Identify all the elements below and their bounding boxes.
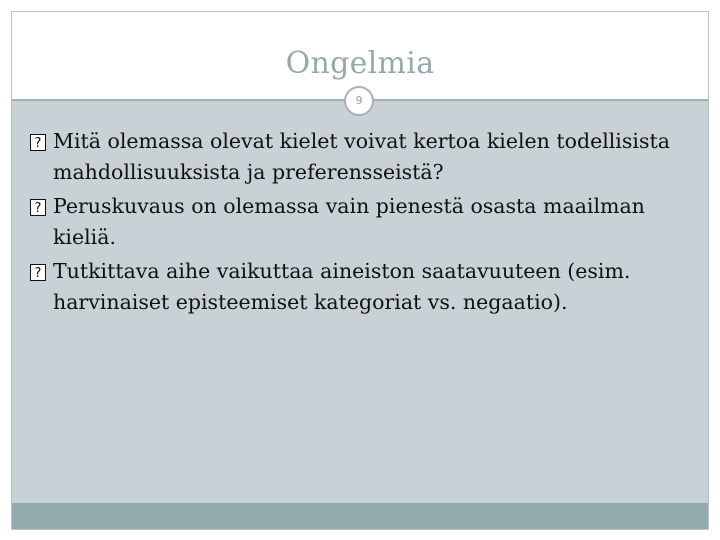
bullet-item	[30, 256, 690, 318]
slide-title: Ongelmia	[285, 46, 435, 81]
footer-bar	[12, 503, 708, 529]
bullet-item	[30, 191, 690, 253]
slide-number-badge: 9	[344, 86, 374, 116]
missing-glyph-box-icon	[30, 264, 46, 281]
bullet-list	[30, 126, 690, 321]
missing-glyph-box-icon	[30, 134, 46, 151]
bullet-text: Peruskuvaus on olemassa vain pienestä osasta maailman kieliä.	[53, 194, 645, 249]
bullet-text: Mitä olemassa olevat kielet voivat kertoa kielen todellisista mahdollisuuksista ja preferensseistä?	[53, 129, 670, 184]
bullet-item	[30, 126, 690, 188]
bullet-text: Tutkittava aihe vaikuttaa aineiston saatavuuteen (esim. harvinaiset episteemiset kategoriat vs. negaatio).	[53, 259, 631, 314]
missing-glyph-box-icon	[30, 199, 46, 216]
